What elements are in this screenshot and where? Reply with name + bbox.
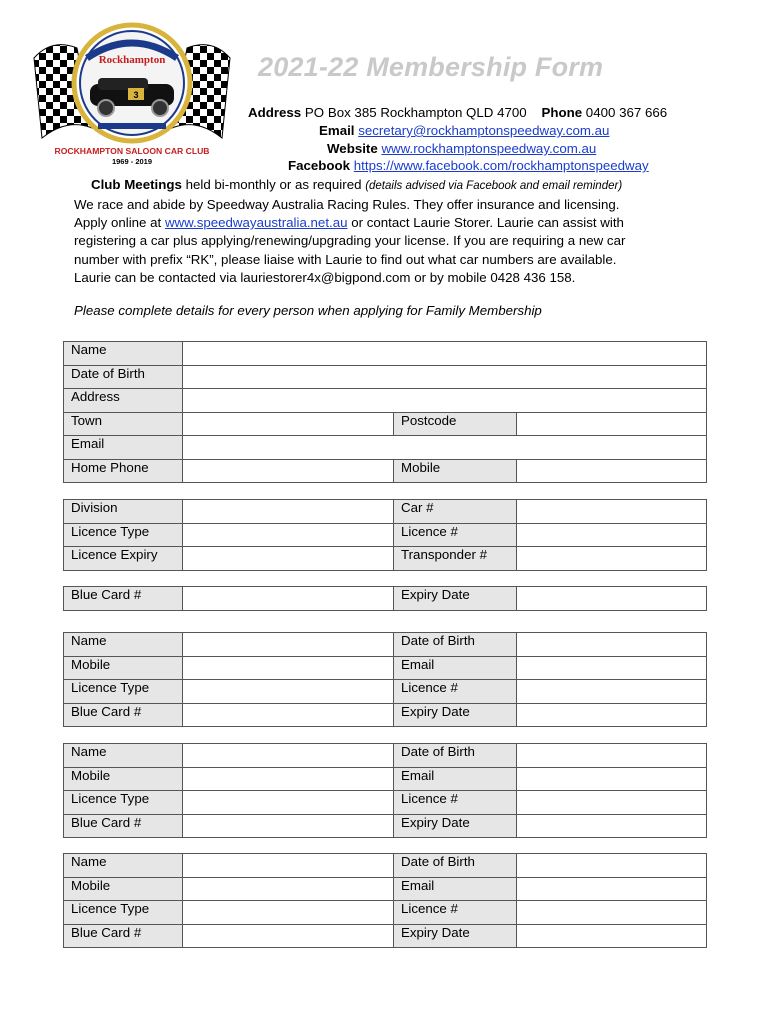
club-logo: [32, 18, 232, 168]
table-row: [64, 365, 707, 389]
table-row: [64, 656, 707, 680]
member-expiry-label: Expiry Date: [394, 924, 517, 948]
speedway-australia-link[interactable]: www.speedwayaustralia.net.au: [164, 215, 348, 231]
member-dob-label: Date of Birth: [394, 854, 517, 878]
email-label: Email: [319, 123, 355, 138]
member-licence-type-field[interactable]: [183, 680, 394, 704]
table-row: [64, 342, 707, 366]
facebook-line: [288, 158, 649, 173]
logo-brand-text: Rockhampton: [98, 54, 166, 66]
address-field[interactable]: [183, 389, 707, 413]
member-expiry-field[interactable]: [517, 703, 707, 727]
intro-line-5: Laurie can be contacted via lauriestorer4x@bigpond.com or by mobile 0428 436 158.: [74, 269, 576, 285]
member-email-label: Email: [394, 767, 517, 791]
member-expiry-label: Expiry Date: [394, 703, 517, 727]
member-name-label: Name: [64, 854, 183, 878]
member-blue-card-label: Blue Card #: [64, 814, 183, 838]
table-row: [64, 389, 707, 413]
member-blue-card-field[interactable]: [183, 814, 394, 838]
blue-card-label: Blue Card #: [64, 587, 183, 611]
table-row: [64, 767, 707, 791]
table-row: [64, 791, 707, 815]
family-member-table-3: [63, 853, 707, 948]
member-email-field[interactable]: [517, 767, 707, 791]
table-row: [64, 877, 707, 901]
logo-years: 1969 - 2019: [111, 157, 153, 166]
member-dob-label: Date of Birth: [394, 744, 517, 768]
dob-label: Date of Birth: [64, 365, 183, 389]
table-row: [64, 901, 707, 925]
member-blue-card-field[interactable]: [183, 924, 394, 948]
member-name-field[interactable]: [183, 633, 394, 657]
personal-details-table: [63, 341, 707, 483]
table-row: [64, 523, 707, 547]
intro-line-4: number with prefix “RK”, please liaise with Laurie to find out what car numbers are available.: [74, 251, 617, 267]
member-expiry-label: Expiry Date: [394, 814, 517, 838]
family-member-table-2: [63, 743, 707, 838]
member-licence-type-field[interactable]: [183, 791, 394, 815]
expiry-date-field[interactable]: [517, 587, 707, 611]
member-mobile-label: Mobile: [64, 656, 183, 680]
member-licence-number-field[interactable]: [517, 680, 707, 704]
licence-number-label: Licence #: [394, 523, 517, 547]
member-mobile-label: Mobile: [64, 767, 183, 791]
mobile-field[interactable]: [517, 459, 707, 483]
mobile-label: Mobile: [394, 459, 517, 483]
member-licence-number-label: Licence #: [394, 901, 517, 925]
member-mobile-field[interactable]: [183, 877, 394, 901]
phone-value: 0400 367 666: [585, 105, 668, 120]
member-expiry-field[interactable]: [517, 924, 707, 948]
table-row: [64, 500, 707, 524]
intro-line-2: [74, 214, 694, 232]
member-licence-number-label: Licence #: [394, 680, 517, 704]
licence-expiry-field[interactable]: [183, 547, 394, 571]
intro-line-3: registering a car plus applying/renewing/upgrading your license. If you are requiring a new car: [74, 233, 626, 249]
licence-number-field[interactable]: [517, 523, 707, 547]
meetings-line: [91, 177, 622, 192]
address-value: PO Box 385 Rockhampton QLD 4700: [304, 105, 527, 120]
member-expiry-field[interactable]: [517, 814, 707, 838]
facebook-link[interactable]: https://www.facebook.com/rockhamptonspeedway: [353, 158, 649, 173]
postcode-field[interactable]: [517, 412, 707, 436]
division-field[interactable]: [183, 500, 394, 524]
town-label: Town: [64, 412, 183, 436]
member-dob-field[interactable]: [517, 633, 707, 657]
home-phone-label: Home Phone: [64, 459, 183, 483]
facebook-label: Facebook: [288, 158, 351, 173]
car-number-field[interactable]: [517, 500, 707, 524]
member-dob-field[interactable]: [517, 854, 707, 878]
email-field-label: Email: [64, 436, 183, 460]
name-field[interactable]: [183, 342, 707, 366]
intro-line-2-start: Apply online at: [74, 215, 165, 231]
family-membership-note: Please complete details for every person when applying for Family Membership: [74, 303, 542, 318]
member-mobile-field[interactable]: [183, 656, 394, 680]
email-field[interactable]: [183, 436, 707, 460]
member-blue-card-label: Blue Card #: [64, 924, 183, 948]
home-phone-field[interactable]: [183, 459, 394, 483]
division-label: Division: [64, 500, 183, 524]
member-name-field[interactable]: [183, 854, 394, 878]
member-dob-field[interactable]: [517, 744, 707, 768]
table-row: [64, 703, 707, 727]
table-row: [64, 854, 707, 878]
member-name-field[interactable]: [183, 744, 394, 768]
member-licence-type-label: Licence Type: [64, 791, 183, 815]
meetings-text: held bi-monthly or as required: [185, 177, 362, 192]
car-number-label: Car #: [394, 500, 517, 524]
member-blue-card-label: Blue Card #: [64, 703, 183, 727]
town-field[interactable]: [183, 412, 394, 436]
table-row: [64, 744, 707, 768]
table-row: [64, 633, 707, 657]
member-email-label: Email: [394, 656, 517, 680]
transponder-field[interactable]: [517, 547, 707, 571]
intro-line-1: We race and abide by Speedway Australia Racing Rules. They offer insurance and licensing.: [74, 197, 620, 212]
phone-label: Phone: [541, 105, 583, 120]
table-row: [64, 459, 707, 483]
table-row: [64, 547, 707, 571]
member-licence-number-label: Licence #: [394, 791, 517, 815]
member-email-field[interactable]: [517, 656, 707, 680]
member-dob-label: Date of Birth: [394, 633, 517, 657]
member-blue-card-field[interactable]: [183, 703, 394, 727]
member-mobile-label: Mobile: [64, 877, 183, 901]
name-label: Name: [64, 342, 183, 366]
table-row: [64, 680, 707, 704]
table-row: [64, 412, 707, 436]
member-licence-number-field[interactable]: [517, 791, 707, 815]
website-label: Website: [327, 141, 378, 156]
email-line: [319, 123, 609, 138]
website-link[interactable]: www.rockhamptonspeedway.com.au: [381, 141, 597, 156]
blue-card-table: [63, 586, 707, 611]
member-licence-type-label: Licence Type: [64, 680, 183, 704]
member-email-label: Email: [394, 877, 517, 901]
licence-expiry-label: Licence Expiry: [64, 547, 183, 571]
address-field-label: Address: [64, 389, 183, 413]
meetings-note: (details advised via Facebook and email reminder): [365, 180, 623, 192]
logo-club-name: ROCKHAMPTON SALOON CAR CLUB: [54, 146, 210, 156]
licence-type-label: Licence Type: [64, 523, 183, 547]
table-row: [64, 924, 707, 948]
email-link[interactable]: secretary@rockhamptonspeedway.com.au: [358, 123, 610, 138]
intro-paragraph: [74, 196, 694, 287]
postcode-label: Postcode: [394, 412, 517, 436]
racing-details-table: [63, 499, 707, 571]
member-licence-type-label: Licence Type: [64, 901, 183, 925]
member-mobile-field[interactable]: [183, 767, 394, 791]
licence-type-field[interactable]: [183, 523, 394, 547]
member-name-label: Name: [64, 633, 183, 657]
member-licence-number-field[interactable]: [517, 901, 707, 925]
intro-line-2-end: or contact Laurie Storer. Laurie can assist with: [347, 215, 624, 231]
member-email-field[interactable]: [517, 877, 707, 901]
address-label: Address: [248, 105, 302, 120]
dob-field[interactable]: [183, 365, 707, 389]
logo-car-number: 3: [133, 90, 139, 100]
transponder-label: Transponder #: [394, 547, 517, 571]
table-row: [64, 814, 707, 838]
family-member-table-1: [63, 632, 707, 727]
blue-card-field[interactable]: [183, 587, 394, 611]
member-name-label: Name: [64, 744, 183, 768]
expiry-date-label: Expiry Date: [394, 587, 517, 611]
address-line: [248, 105, 667, 120]
member-licence-type-field[interactable]: [183, 901, 394, 925]
website-line: [327, 141, 596, 156]
form-title: 2021-22 Membership Form: [258, 52, 604, 82]
table-row: [64, 436, 707, 460]
table-row: [64, 587, 707, 611]
meetings-label: Club Meetings: [91, 177, 182, 192]
